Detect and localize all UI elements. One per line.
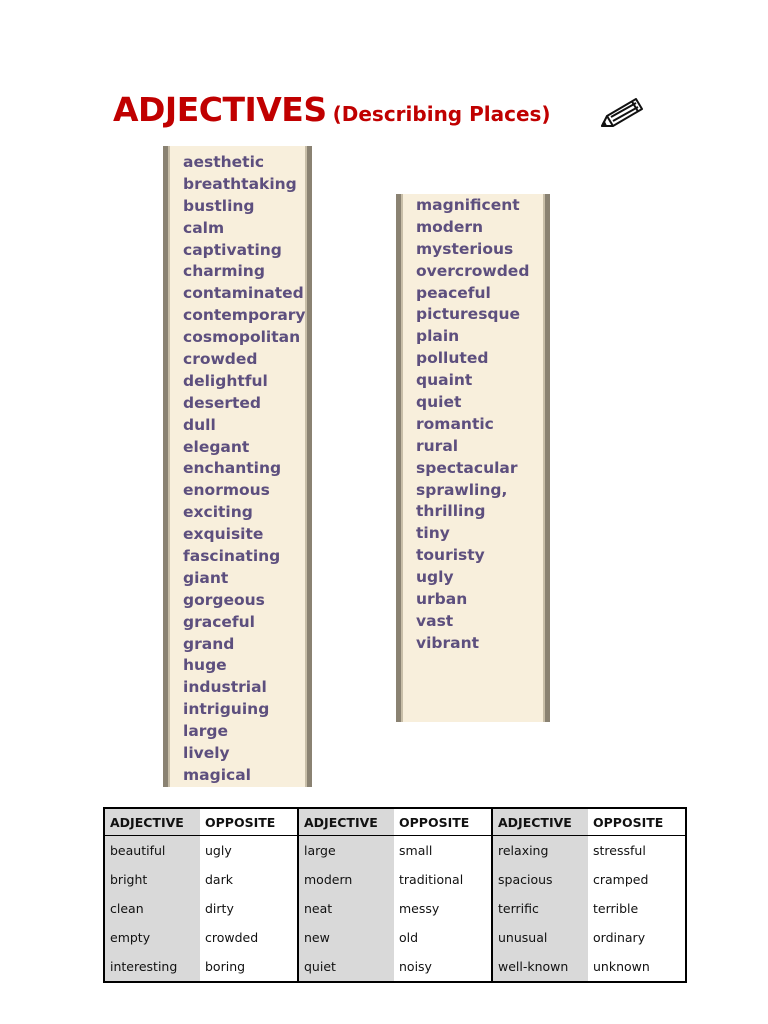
list-word: delightful [183, 371, 268, 390]
table-row [104, 952, 686, 982]
list-word: fascinating [183, 547, 281, 566]
list-word: mysterious [416, 239, 514, 258]
list-word: picturesque [416, 305, 521, 324]
list-word: peaceful [416, 283, 491, 302]
list-word: rural [416, 436, 459, 455]
list-word: exciting [183, 503, 253, 522]
page-title [113, 90, 551, 138]
table-header-cell: ADJECTIVE [298, 808, 394, 836]
list-word: vast [416, 611, 454, 630]
list-word: intriguing [183, 700, 270, 719]
table-row [104, 923, 686, 952]
list-word: magical [183, 765, 251, 784]
list-word: bustling [183, 196, 255, 215]
table-cell: terrific [492, 894, 588, 923]
title-subtitle: (Describing Places) [332, 102, 551, 126]
table-cell: empty [104, 923, 200, 952]
list-word: lively [183, 744, 230, 763]
title-main: ADJECTIVES [113, 90, 327, 129]
list-word: romantic [416, 414, 494, 433]
table-cell: well-known [492, 952, 588, 982]
list-word: grand [183, 634, 235, 653]
list-word: contaminated [183, 284, 304, 303]
table-cell: traditional [394, 865, 492, 894]
list-word: thrilling [416, 502, 486, 521]
list-word: crowded [183, 350, 258, 369]
list-word: tiny [416, 524, 450, 543]
table-cell: stressful [588, 836, 686, 866]
table-header-cell: OPPOSITE [200, 808, 298, 836]
table-cell: spacious [492, 865, 588, 894]
list-word: deserted [183, 393, 262, 412]
table-cell: dirty [200, 894, 298, 923]
table-header-cell: OPPOSITE [394, 808, 492, 836]
list-word: plain [416, 327, 460, 346]
table-cell: bright [104, 865, 200, 894]
list-word: huge [183, 656, 227, 675]
table-cell: cramped [588, 865, 686, 894]
table-cell: old [394, 923, 492, 952]
table-cell: crowded [200, 923, 298, 952]
list-word: aesthetic [183, 153, 265, 171]
word-list-right [396, 194, 550, 722]
list-word: vibrant [416, 633, 480, 652]
list-word: modern [416, 217, 484, 236]
table-cell: modern [298, 865, 394, 894]
list-word: breathtaking [183, 174, 297, 193]
list-word: industrial [183, 678, 267, 697]
word-list-left [163, 146, 312, 787]
table-row [104, 836, 686, 866]
list-word: large [183, 722, 229, 741]
table-header-row [104, 808, 686, 836]
list-word: sprawling, [416, 480, 508, 499]
list-word: cosmopolitan [183, 328, 301, 347]
list-word: spectacular [416, 458, 518, 477]
list-word: touristy [416, 546, 485, 565]
list-word: enormous [183, 481, 270, 500]
pencil-icon [598, 94, 648, 134]
table-cell: clean [104, 894, 200, 923]
list-word: graceful [183, 612, 255, 631]
table-cell: ugly [200, 836, 298, 866]
table-cell: new [298, 923, 394, 952]
list-word: elegant [183, 437, 250, 456]
table-cell: unusual [492, 923, 588, 952]
list-word: gorgeous [183, 590, 265, 609]
list-word: charming [183, 262, 265, 281]
table-header-cell: OPPOSITE [588, 808, 686, 836]
table-cell: dark [200, 865, 298, 894]
adjective-opposites-table [103, 807, 687, 983]
table-header-cell: ADJECTIVE [104, 808, 200, 836]
table-header-cell: ADJECTIVE [492, 808, 588, 836]
list-word: polluted [416, 349, 489, 368]
list-word: ugly [416, 568, 454, 587]
table-cell: ordinary [588, 923, 686, 952]
table-cell: large [298, 836, 394, 866]
table-row [104, 865, 686, 894]
table-cell: beautiful [104, 836, 200, 866]
table-row [104, 894, 686, 923]
list-word: quaint [416, 371, 473, 390]
table-cell: boring [200, 952, 298, 982]
table-cell: interesting [104, 952, 200, 982]
table-cell: relaxing [492, 836, 588, 866]
list-word: urban [416, 590, 468, 609]
table-cell: noisy [394, 952, 492, 982]
list-word: dull [183, 415, 216, 434]
list-word: contemporary [183, 306, 306, 325]
list-word: enchanting [183, 459, 282, 478]
table-cell: neat [298, 894, 394, 923]
table-cell: small [394, 836, 492, 866]
table-cell: quiet [298, 952, 394, 982]
list-word: captivating [183, 240, 282, 259]
list-word: exquisite [183, 525, 264, 544]
list-word: giant [183, 568, 229, 587]
table-cell: messy [394, 894, 492, 923]
table-cell: terrible [588, 894, 686, 923]
list-word: magnificent [416, 196, 520, 214]
list-word: calm [183, 218, 225, 237]
list-word: overcrowded [416, 261, 530, 280]
table-cell: unknown [588, 952, 686, 982]
list-word: quiet [416, 393, 462, 412]
